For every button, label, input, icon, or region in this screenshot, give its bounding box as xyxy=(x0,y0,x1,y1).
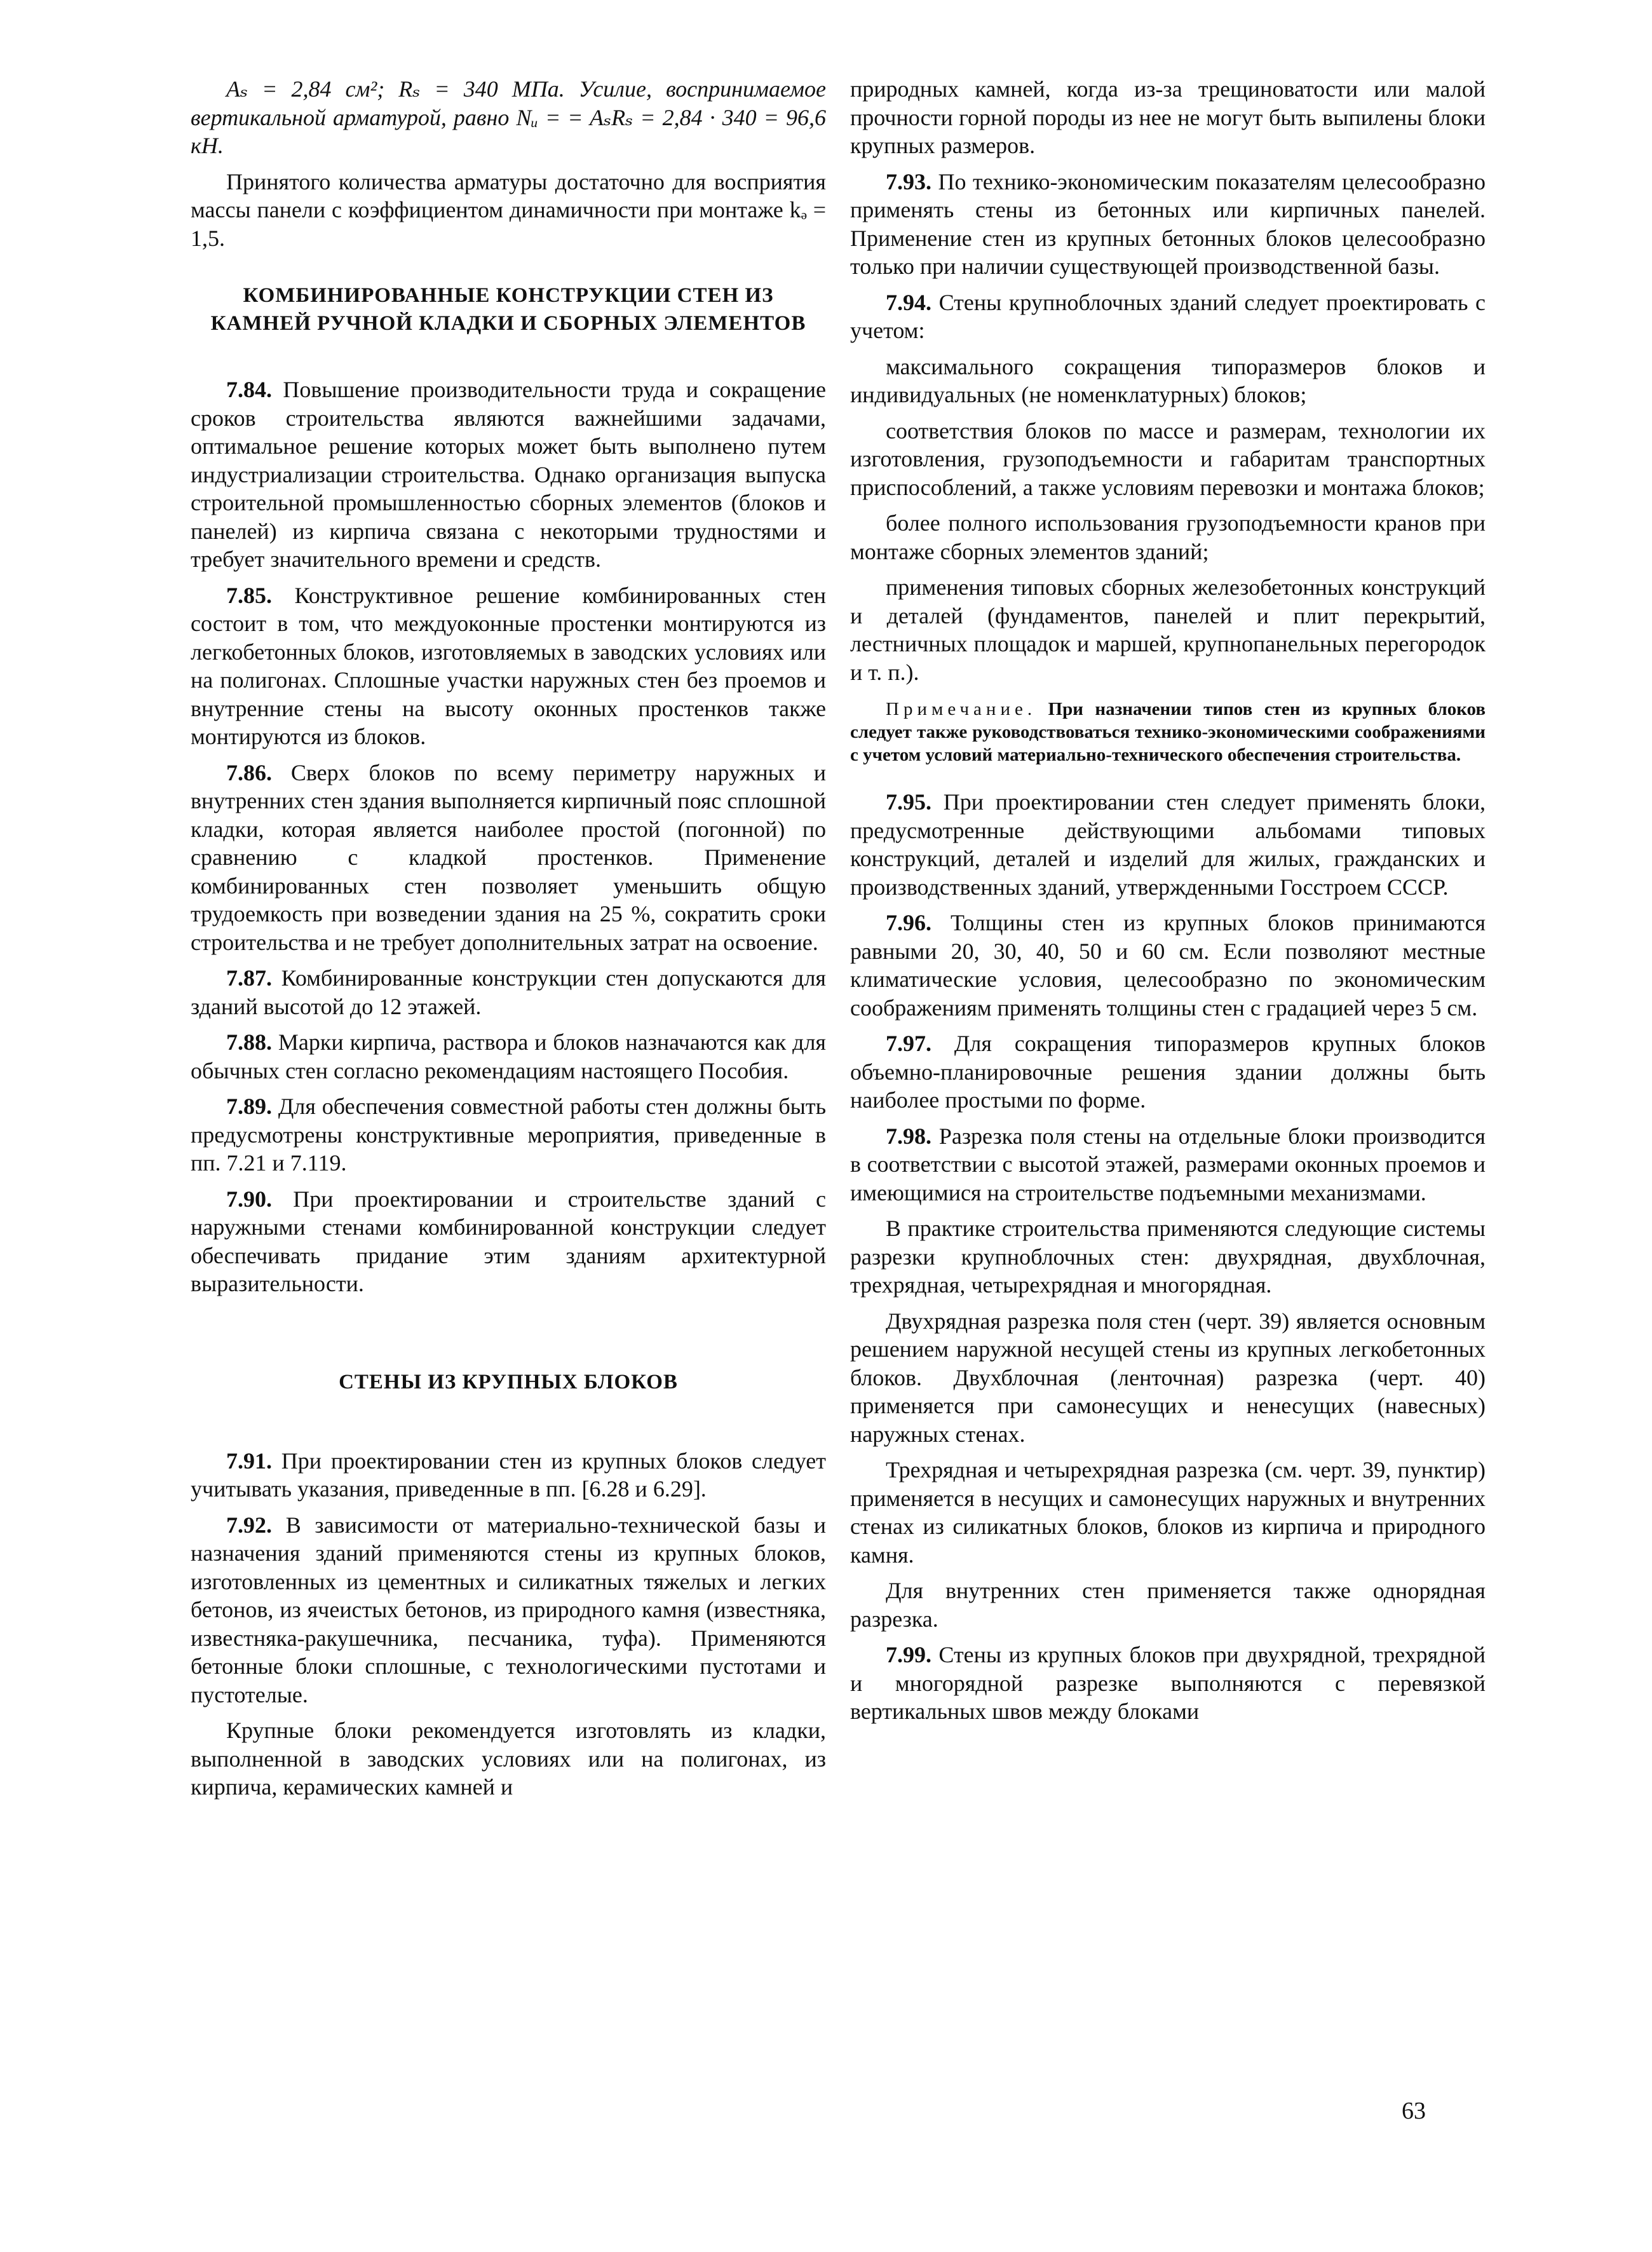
paragraph-7-92: 7.92. В зависимости от материально-технической базы и назначения зданий применяются стены из крупных блоков, изготовленных из цементных и силикатных тяжелых и легких бетонов, из ячеистых бетонов, из природного камня (известняка, известняка-ракушечника, песчаника, туфа). Применяются бетонные блоки сплошные, с технологическими пустотами и пустотелые. xyxy=(191,1512,826,1707)
paragraph: Трехрядная и четырехрядная разрезка (см. черт. 39, пунктир) применяется в несущих и самонесущих наружных и внутренних стенах из силикатных блоков, блоков из кирпича и природного камня. xyxy=(850,1457,1486,1568)
list-item: более полного использования грузоподъемности кранов при монтаже сборных элементов зданий; xyxy=(850,510,1486,564)
paragraph-7-84: 7.84. Повышение производительности труда и сокращение сроков строительства являются важнейшими задачами, оптимальное решение которых может быть выполнено путем индустриализации строительства. Однако организация выпуска строительной промышленностью сборных элементов (блоков и панелей) из кирпича связана с некоторыми трудностями и требует значительного времени и средств. xyxy=(191,377,826,572)
left-column xyxy=(191,75,826,1809)
paragraph-7-89: 7.89. Для обеспечения совместной работы стен должны быть предусмотрены конструктивные мероприятия, приведенные в пп. 7.21 и 7.119. xyxy=(191,1094,826,1176)
paragraph-continuation: природных камней, когда из-за трещиноватости или малой прочности горной породы из нее не могут быть выпилены блоки крупных размеров. xyxy=(850,76,1486,158)
paragraph: Крупные блоки рекомендуется изготовлять из кладки, выполненной в заводских условиях или на полигонах, из кирпича, керамических камней и xyxy=(191,1718,826,1800)
paragraph-7-98: 7.98. Разрезка поля стены на отдельные блоки производится в соответствии с высотой этажей, размерами оконных проемов и имеющимися на строительстве подъемными механизмами. xyxy=(850,1123,1486,1205)
formula-paragraph: Aₛ = 2,84 см²; Rₛ = 340 МПа. Усилие, воспринимаемое вертикальной арматурой, равно Nᵤ = = AₛRₛ = 2,84 · 340 = 96,6 кН. xyxy=(191,76,826,158)
paragraph-7-97: 7.97. Для сокращения типоразмеров крупных блоков объемно-планировочные решения здании должны быть наиболее простыми по форме. xyxy=(850,1031,1486,1113)
paragraph-7-95: 7.95. При проектировании стен следует применять блоки, предусмотренные действующими альбомами типовых конструкций, деталей и изделий для жилых, гражданских и производственных зданий, утвержденными Госстроем СССР. xyxy=(850,789,1486,900)
list-item: соответствия блоков по массе и размерам, технологии их изготовления, грузоподъемности и габаритам транспортных приспособлений, а также условиям перевозки и монтажа блоков; xyxy=(850,417,1486,500)
paragraph: Двухрядная разрезка поля стен (черт. 39) является основным решением наружной несущей стены из крупных легкобетонных блоков. Двухблочная (ленточная) разрезка (черт. 40) применяется при самонесущих и ненесущих (навесных) наружных стенах. xyxy=(850,1308,1486,1447)
right-column xyxy=(850,75,1486,1733)
section-heading-combined-walls: КОМБИНИРОВАННЫЕ КОНСТРУКЦИИ СТЕН ИЗ КАМНЕЙ РУЧНОЙ КЛАДКИ И СБОРНЫХ ЭЛЕМЕНТОВ xyxy=(210,284,806,335)
paragraph-7-96: 7.96. Толщины стен из крупных блоков принимаются равными 20, 30, 40, 50 и 60 см. Если позволяют местные климатические условия, целесообразно по экономическим соображениям применять толщины стен с градацией через 5 см. xyxy=(850,910,1486,1021)
note-label: Примечание. xyxy=(886,699,1037,719)
paragraph-7-86: 7.86. Сверх блоков по всему периметру наружных и внутренних стен здания выполняется кирпичный пояс сплошной кладки, которая является наиболее простой (погонной) по сравнению с кладкой простенков. Применение комбинированных стен позволяет уменьшить общую трудоемкость при возведении здания на 25 %, сократить сроки строительства и не требует дополнительных затрат на освоение. xyxy=(191,759,826,955)
paragraph-7-94: 7.94. Стены крупноблочных зданий следует проектировать с учетом: xyxy=(850,289,1486,343)
paragraph-7-91: 7.91. При проектировании стен из крупных блоков следует учитывать указания, приведенные в пп. [6.28 и 6.29]. xyxy=(191,1448,826,1502)
paragraph: Принятого количества арматуры достаточно для восприятия массы панели с коэффициентом динамичности при монтаже kₔ = 1,5. xyxy=(191,168,826,251)
paragraph-7-99: 7.99. Стены из крупных блоков при двухрядной, трехрядной и многорядной разрезке выполняются с перевязкой вертикальных швов между блоками xyxy=(850,1642,1486,1724)
note: Примечание. При назначении типов стен из крупных блоков следует также руководствоваться технико-экономическими соображениями с учетом условий материально-технического обеспечения строительства. xyxy=(850,699,1486,765)
paragraph-7-88: 7.88. Марки кирпича, раствора и блоков назначаются как для обычных стен согласно рекомендациям настоящего Пособия. xyxy=(191,1029,826,1083)
page-number: 63 xyxy=(1402,2098,1426,2124)
paragraph-7-90: 7.90. При проектировании и строительстве зданий с наружными стенами комбинированной конструкции следует обеспечивать придание этим зданиям архитектурной выразительности. xyxy=(191,1186,826,1296)
paragraph: Для внутренних стен применяется также однорядная разрезка. xyxy=(850,1578,1486,1632)
paragraph-7-93: 7.93. По технико-экономическим показателям целесообразно применять стены из бетонных или кирпичных панелей. Применение стен из крупных бетонных блоков целесообразно только при наличии существующей производственной базы. xyxy=(850,168,1486,279)
list-item: максимального сокращения типоразмеров блоков и индивидуальных (не номенклатурных) блоков; xyxy=(850,353,1486,407)
section-heading-large-blocks: СТЕНЫ ИЗ КРУПНЫХ БЛОКОВ xyxy=(339,1370,678,1394)
paragraph-7-87: 7.87. Комбинированные конструкции стен допускаются для зданий высотой до 12 этажей. xyxy=(191,965,826,1019)
paragraph-7-85: 7.85. Конструктивное решение комбинированных стен состоит в том, что междуоконные простенки монтируются из легкобетонных блоков, изготовляемых в заводских условиях или на полигонах. Сплошные участки наружных стен без проемов и внутренние стены на высоту оконных простенков также монтируются из блоков. xyxy=(191,582,826,749)
paragraph: В практике строительства применяются следующие системы разрезки крупноблочных стен: двухрядная, двухблочная, трехрядная, четырехрядная и многорядная. xyxy=(850,1216,1486,1298)
list-item: применения типовых сборных железобетонных конструкций и деталей (фундаментов, панелей и плит перекрытий, лестничных площадок и маршей, крупнопанельных перегородок и т. п.). xyxy=(850,574,1486,685)
